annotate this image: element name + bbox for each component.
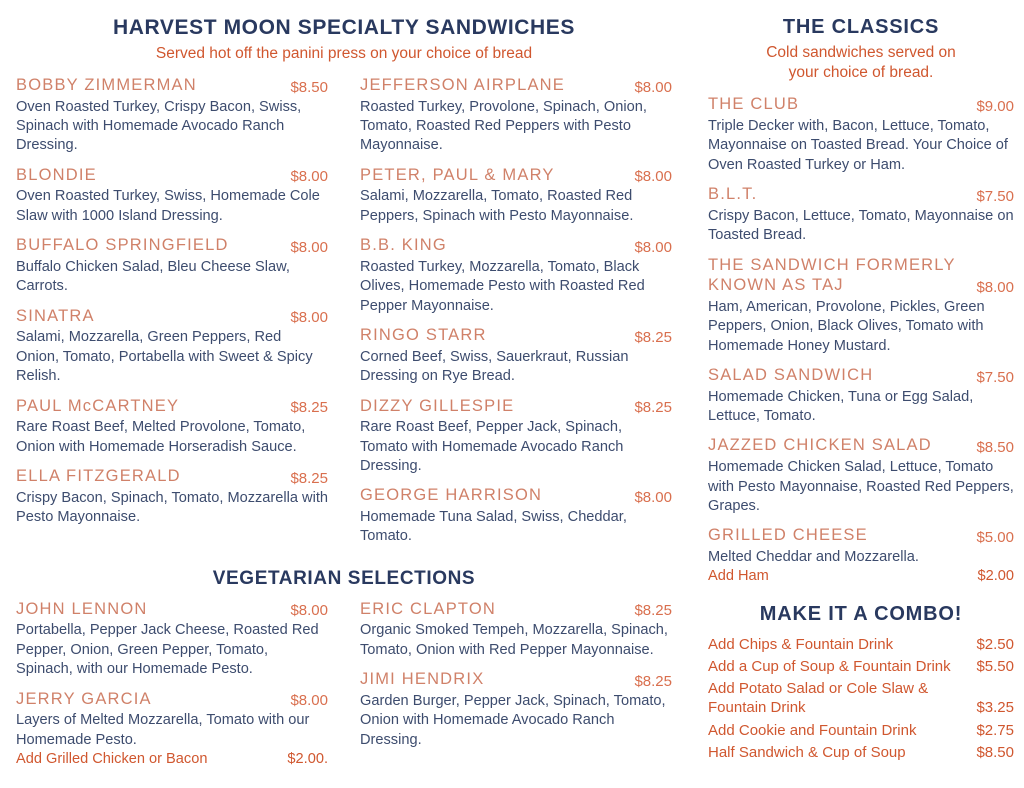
menu-item [16, 235, 328, 296]
menu-item [360, 235, 672, 316]
menu-item [708, 435, 1014, 516]
specialty-column-1 [16, 75, 328, 556]
vegetarian-columns [16, 599, 672, 779]
item-name: GRILLED CHEESE [708, 526, 868, 545]
menu-item [708, 525, 1014, 586]
item-description: Roasted Turkey, Provolone, Spinach, Onion, Tomato, Roasted Red Peppers with Pesto Mayonnaise. [360, 98, 647, 154]
item-price: $8.25 [634, 602, 672, 620]
menu-item [708, 184, 1014, 245]
classics-section [708, 12, 1014, 788]
item-name: B.B. KING [360, 236, 447, 255]
item-name: PETER, PAUL & MARY [360, 165, 555, 184]
menu-item [360, 325, 672, 386]
combo-label: Add Cookie and Fountain Drink [708, 721, 917, 739]
classics-title: THE CLASSICS [782, 16, 940, 38]
menu-item [708, 94, 1014, 175]
item-description: Ham, American, Provolone, Pickles, Green Peppers, Onion, Black Olives, Tomato with Homemade Honey Mustard. [708, 298, 985, 354]
combo-item [708, 743, 1014, 762]
item-price: $8.25 [290, 399, 328, 417]
classics-subtitle-line2: your choice of bread. [788, 64, 934, 82]
item-description: Salami, Mozzarella, Green Peppers, Red Onion, Tomato, Portabella with Sweet & Spicy Relish. [16, 329, 313, 385]
combo-price: $2.75 [976, 721, 1014, 739]
specialty-column-2 [360, 75, 672, 556]
vegetarian-column-1 [16, 599, 328, 779]
combo-price: $2.50 [976, 635, 1014, 653]
item-price: $8.00 [290, 602, 328, 620]
menu-item [708, 365, 1014, 426]
item-name: GEORGE HARRISON [360, 486, 543, 505]
combo-label: Half Sandwich & Cup of Soup [708, 743, 906, 761]
menu-item [360, 165, 672, 226]
classics-subtitle [708, 43, 1014, 83]
item-name: B.L.T. [708, 185, 758, 204]
item-description: Melted Cheddar and Mozzarella. [708, 548, 919, 565]
item-description: Oven Roasted Turkey, Crispy Bacon, Swiss, Spinach with Homemade Avocado Ranch Dressing. [16, 98, 302, 154]
item-price: $8.00 [634, 489, 672, 507]
item-name: JIMI HENDRIX [360, 670, 485, 689]
combo-item [708, 679, 1014, 717]
menu-item [16, 599, 328, 680]
item-name: PAUL McCARTNEY [16, 396, 180, 415]
item-description: Crispy Bacon, Lettuce, Tomato, Mayonnaise on Toasted Bread. [708, 207, 1014, 244]
specialty-section [16, 12, 672, 788]
item-price: $8.00 [634, 78, 672, 96]
combo-price: $5.50 [976, 657, 1014, 675]
item-description: Portabella, Pepper Jack Cheese, Roasted Red Pepper, Onion, Green Pepper, Tomato, Spinach, with our Homemade Pesto. [16, 622, 319, 678]
menu-item [708, 255, 1014, 356]
combo-item [708, 635, 1014, 654]
item-name: THE CLUB [708, 95, 800, 114]
item-name: SALAD SANDWICH [708, 366, 874, 385]
item-name: BOBBY ZIMMERMAN [16, 76, 197, 94]
item-name: BUFFALO SPRINGFIELD [16, 236, 229, 255]
item-description: Salami, Mozzarella, Tomato, Roasted Red Peppers, Spinach with Pesto Mayonnaise. [360, 188, 634, 224]
item-description: Organic Smoked Tempeh, Mozzarella, Spinach, Tomato, Onion with Red Pepper Mayonnaise. [360, 622, 668, 658]
combo-label: Add Chips & Fountain Drink [708, 635, 894, 653]
item-price: $8.00 [976, 278, 1014, 296]
item-price: $8.00 [290, 309, 328, 327]
menu-item [16, 165, 328, 226]
item-name: RINGO STARR [360, 326, 487, 345]
item-name: ERIC CLAPTON [360, 599, 497, 618]
menu-item [16, 75, 328, 156]
item-price: $8.25 [634, 328, 672, 346]
menu-item [360, 669, 672, 750]
item-name: SINATRA [16, 306, 95, 325]
item-description: Homemade Chicken Salad, Lettuce, Tomato with Pesto Mayonnaise, Roasted Red Peppers, Grapes. [708, 459, 1014, 514]
item-price: $8.00 [290, 238, 328, 256]
menu-item [360, 75, 672, 156]
menu-item [16, 689, 328, 770]
combo-price: $8.50 [976, 743, 1014, 761]
item-price: $8.50 [290, 78, 328, 96]
item-name: JERRY GARCIA [16, 689, 152, 708]
specialty-title: HARVEST MOON SPECIALTY SANDWICHES [112, 16, 575, 39]
item-price: $7.50 [976, 187, 1014, 205]
item-price: $5.00 [976, 528, 1014, 546]
item-description: Homemade Tuna Salad, Swiss, Cheddar, Tomato. [360, 509, 627, 545]
menu-item [360, 599, 672, 660]
menu-item [16, 396, 328, 457]
item-price: $8.00 [634, 238, 672, 256]
combo-title: MAKE IT A COMBO! [759, 602, 963, 625]
item-price: $8.00 [634, 168, 672, 186]
combo-item [708, 721, 1014, 740]
combo-label: Add a Cup of Soup & Fountain Drink [708, 657, 951, 675]
combo-label: Add Potato Salad or Cole Slaw & Fountain Drink [708, 680, 929, 717]
item-description: Homemade Chicken, Tuna or Egg Salad, Lettuce, Tomato. [708, 388, 974, 425]
item-name: DIZZY GILLESPIE [360, 396, 515, 415]
addon-label: Add Grilled Chicken or Bacon [16, 751, 208, 768]
menu-item [360, 396, 672, 477]
item-price: $8.25 [634, 672, 672, 690]
addon-price: $2.00 [977, 568, 1014, 585]
item-addon [16, 750, 328, 769]
item-description: Roasted Turkey, Mozzarella, Tomato, Black Olives, Homemade Pesto with Roasted Red Pepper Mayonnaise. [360, 258, 645, 314]
item-name: JEFFERSON AIRPLANE [360, 76, 565, 94]
menu-item [360, 485, 672, 546]
item-price: $8.00 [290, 168, 328, 186]
item-price: $8.00 [290, 692, 328, 710]
item-description: Corned Beef, Swiss, Sauerkraut, Russian Dressing on Rye Bread. [360, 348, 629, 385]
classics-subtitle-line1: Cold sandwiches served on [766, 44, 956, 61]
item-description: Layers of Melted Mozzarella, Tomato with our Homemade Pesto. [16, 712, 310, 748]
item-description: Rare Roast Beef, Pepper Jack, Spinach, Tomato with Homemade Avocado Ranch Dressing. [360, 419, 624, 474]
item-description: Rare Roast Beef, Melted Provolone, Tomato, Onion with Homemade Horseradish Sauce. [16, 419, 306, 455]
item-name: ELLA FITZGERALD [16, 467, 181, 485]
combo-price: $3.25 [976, 699, 1014, 717]
item-name: THE SANDWICH FORMERLY KNOWN AS TAJ [708, 255, 956, 295]
specialty-columns [16, 75, 672, 556]
specialty-subtitle: Served hot off the panini press on your choice of bread [155, 45, 533, 62]
item-description: Garden Burger, Pepper Jack, Spinach, Tomato, Onion with Homemade Avocado Ranch Dressing. [360, 692, 666, 748]
item-price: $8.25 [634, 399, 672, 417]
addon-label: Add Ham [708, 568, 769, 585]
menu-item [16, 306, 328, 387]
item-description: Oven Roasted Turkey, Swiss, Homemade Cole Slaw with 1000 Island Dressing. [16, 188, 320, 224]
item-name: JAZZED CHICKEN SALAD [708, 436, 932, 455]
combo-list [708, 635, 1014, 762]
item-description: Buffalo Chicken Salad, Bleu Cheese Slaw, Carrots. [16, 258, 290, 295]
item-name: JOHN LENNON [16, 599, 148, 618]
combo-item [708, 657, 1014, 676]
item-price: $9.00 [976, 97, 1014, 115]
menu-item [16, 466, 328, 527]
item-description: Triple Decker with, Bacon, Lettuce, Tomato, Mayonnaise on Toasted Bread. Your Choice of Oven Roasted Turkey or Ham. [708, 117, 1008, 173]
vegetarian-title: VEGETARIAN SELECTIONS [212, 567, 476, 589]
item-name: BLONDIE [16, 165, 97, 184]
addon-price: $2.00. [287, 751, 328, 768]
vegetarian-column-2 [360, 599, 672, 779]
item-description: Crispy Bacon, Spinach, Tomato, Mozzarella with Pesto Mayonnaise. [16, 489, 329, 526]
item-addon [708, 567, 1014, 586]
item-price: $8.50 [976, 439, 1014, 457]
item-price: $7.50 [976, 368, 1014, 386]
item-price: $8.25 [290, 469, 328, 487]
